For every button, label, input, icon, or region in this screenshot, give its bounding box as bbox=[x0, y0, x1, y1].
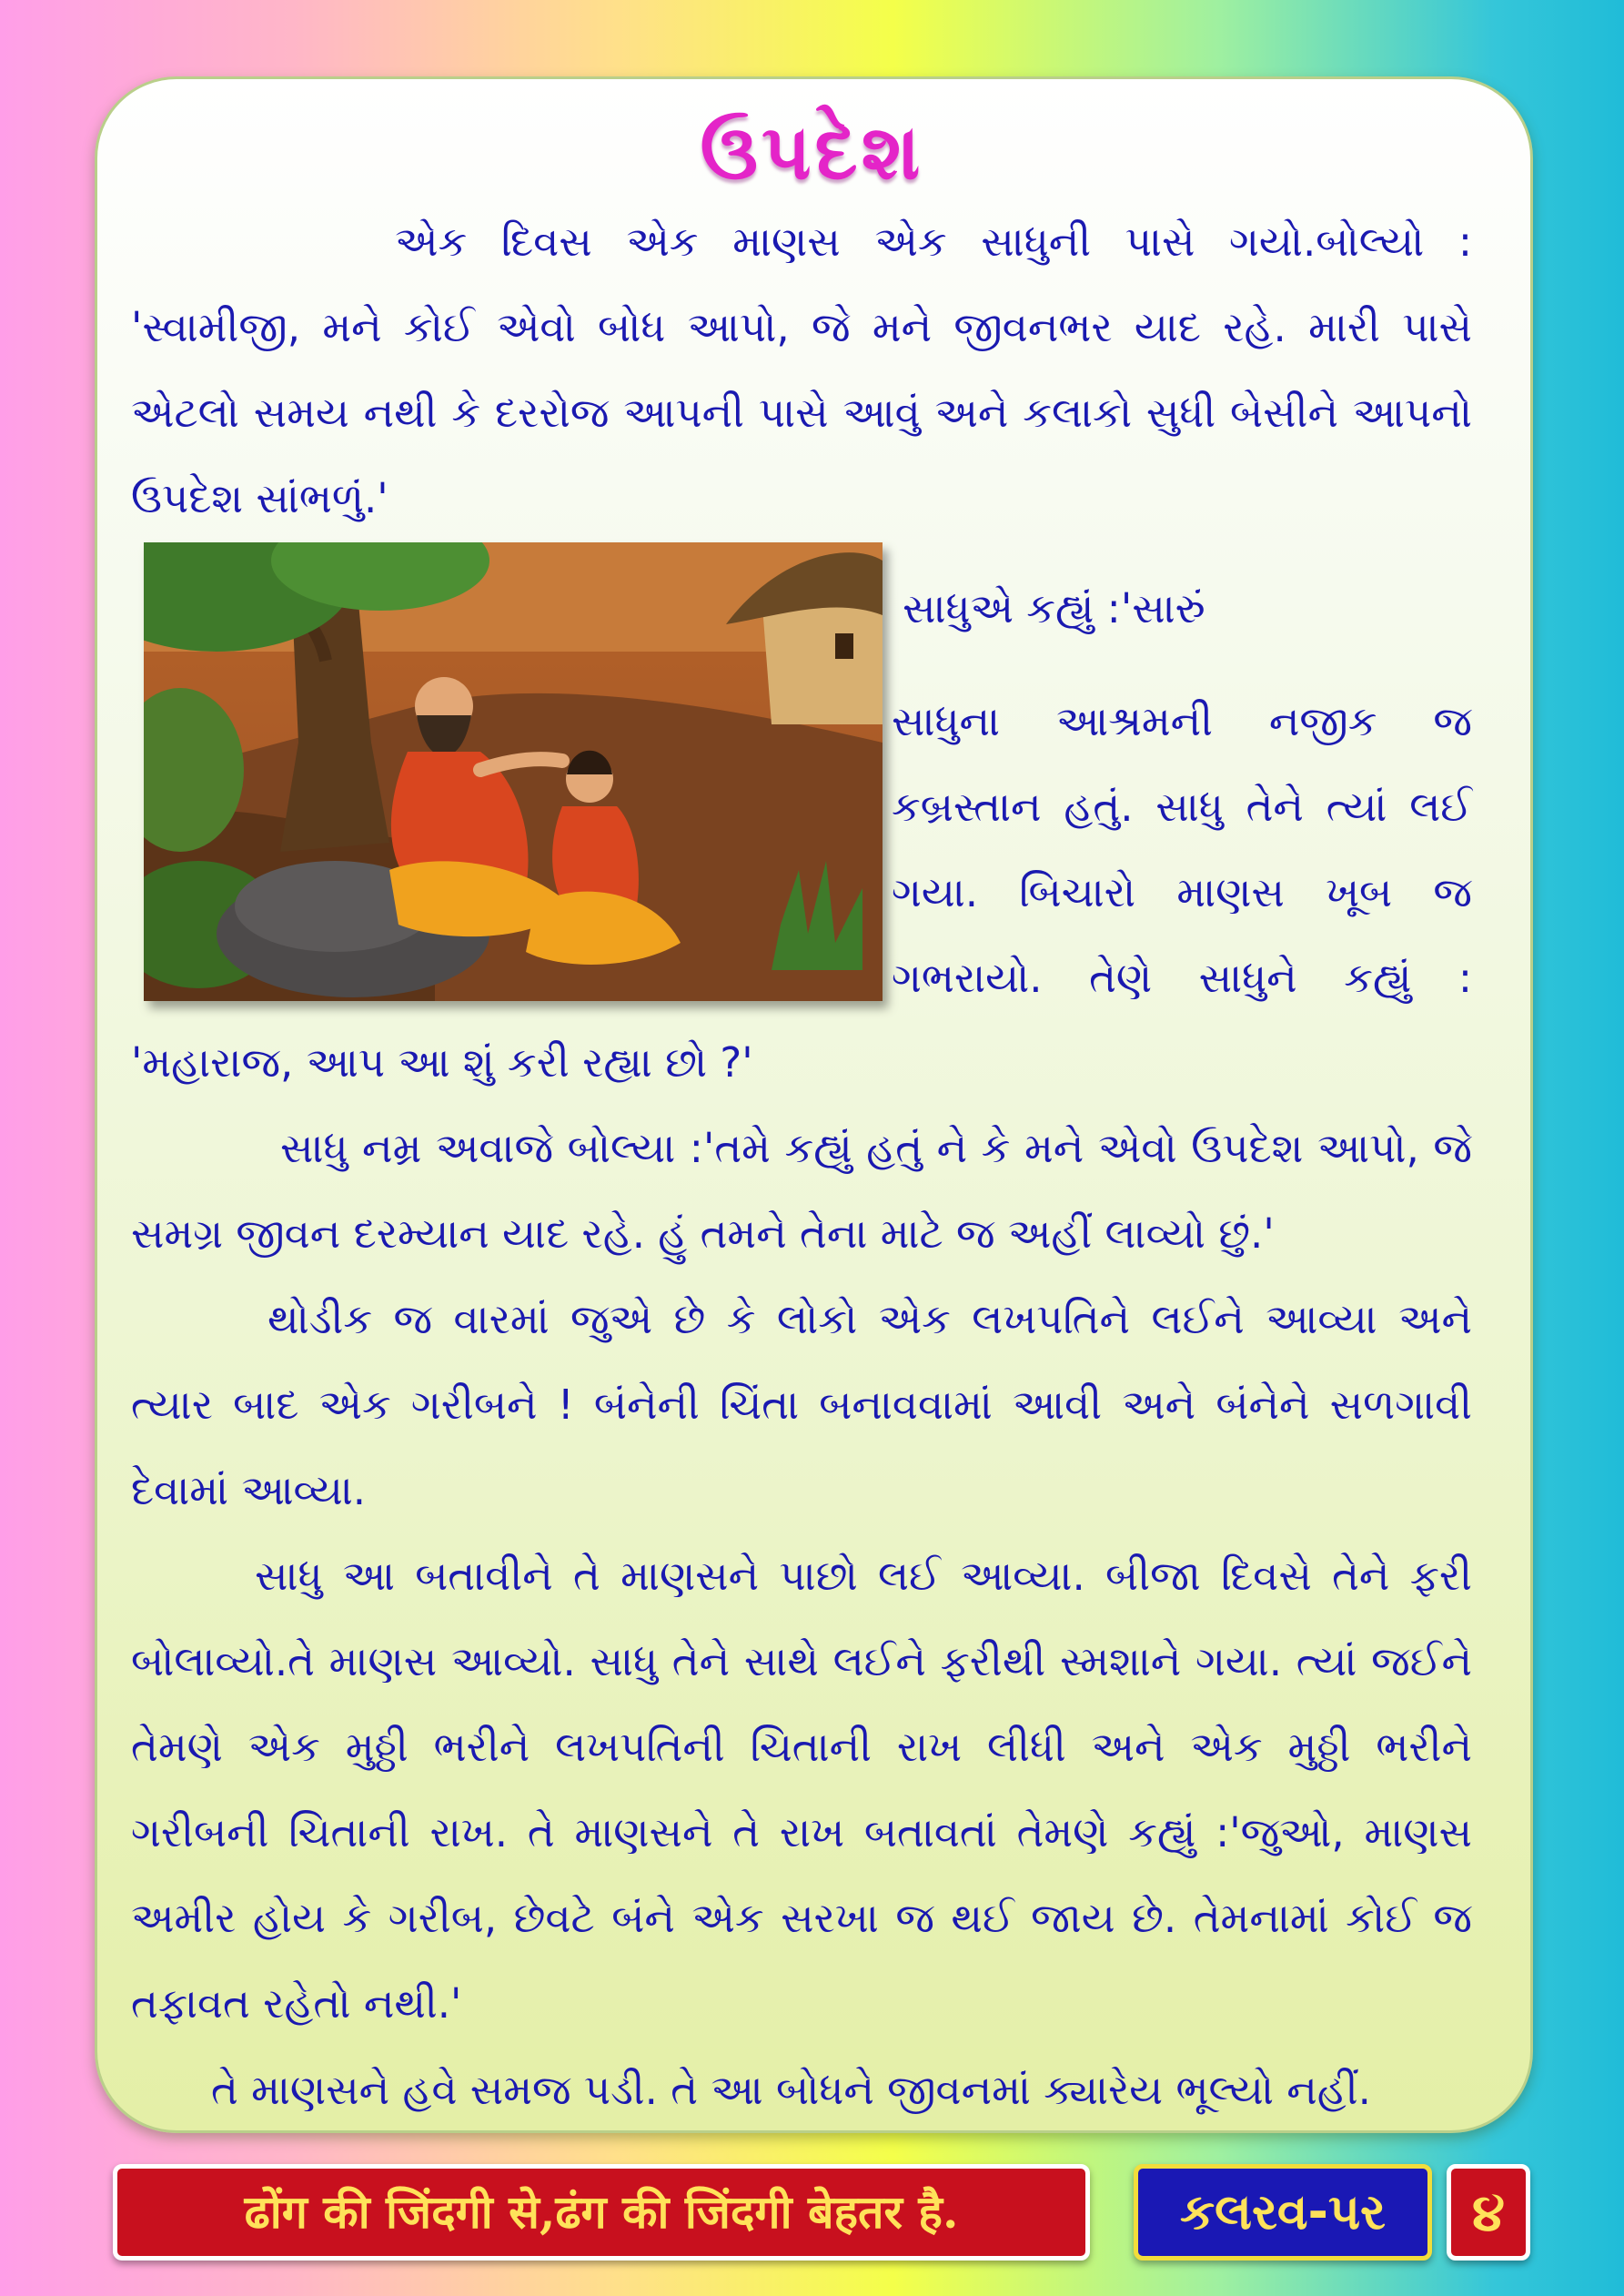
magazine-badge: કલરવ-પર bbox=[1134, 2164, 1432, 2261]
paragraph-7: તે માણસને હવે સમજ પડી. તે આ બોધને જીવનમાં ક્યારેય ભૂલ્યો નહીં. bbox=[211, 2066, 1371, 2114]
paragraph-5: થોડીક જ વારમાં જુએ છે કે લોકો એક લખપતિને લઈને આવ્યા અને ત્યાર બાદ એક ગરીબને ! બંનેની ચિંતા બનાવવામાં આવી અને બંનેને સળગાવી દેવામાં આવ્યા. bbox=[131, 1295, 1472, 1514]
footer-motto: ढोंग की जिंदगी से,ढंग की जिंदगी बेहतर है. bbox=[113, 2164, 1090, 2261]
page-title: ઉપદેશ bbox=[700, 107, 924, 197]
paragraph-3-end: 'મહારાજ, આપ આ શું કરી રહ્યા છો ?' bbox=[131, 1038, 753, 1087]
paragraph-1: એક દિવસ એક માણસ એક સાધુની પાસે ગયો.બોલ્યો : 'સ્વામીજી, મને કોઈ એવો બોધ આપો, જે મને જીવનભર યાદ રહે. મારી પાસે એટલો સમય નથી કે દરરોજ આપની પાસે આવું અને કલાકો સુધી બેસીને આપનો ઉપદેશ સાંભળું.' bbox=[131, 217, 1472, 522]
page-number: ૪ bbox=[1447, 2164, 1530, 2261]
paragraph-3: સાધુના આશ્રમની નજીક જ કબ્રસ્તાન હતું. સાધુ તેને ત્યાં લઈ ગયા. બિચારો માણસ ખૂબ જ ગભરાયો. તેણે સાધુને કહ્યું : bbox=[892, 697, 1472, 1002]
paragraph-2: સાધુએ કહ્યું :'સારું bbox=[903, 584, 1205, 632]
paragraph-4: સાધુ નમ્ર અવાજે બોલ્યા :'તમે કહ્યું હતું ને કે મને એવો ઉપદેશ આપો, જે સમગ્ર જીવન દરમ્યાન યાદ રહે. હું તમને તેના માટે જ અહીં લાવ્યો છું.' bbox=[131, 1124, 1472, 1258]
sage-blessing-illustration bbox=[144, 542, 883, 1001]
paragraph-6: સાધુ આ બતાવીને તે માણસને પાછો લઈ આવ્યા. બીજા દિવસે તેને ફરી બોલાવ્યો.તે માણસ આવ્યો. સાધુ તેને સાથે લઈને ફરીથી સ્મશાને ગયા. ત્યાં જઈને તેમણે એક મુઠ્ઠી ભરીને લખપતિની ચિતાની રાખ લીધી અને એક મુઠ્ઠી ભરીને ગરીબની ચિતાની રાખ. તે માણસને તે રાખ બતાવતાં તેમણે કહ્યું :'જુઓ, માણસ અમીર હોય કે ગરીબ, છેવટે બંને એક સરખા જ થઈ જાય છે. તેમનામાં કોઈ જ તફાવત રહેતો નથી.' bbox=[131, 1552, 1472, 2028]
